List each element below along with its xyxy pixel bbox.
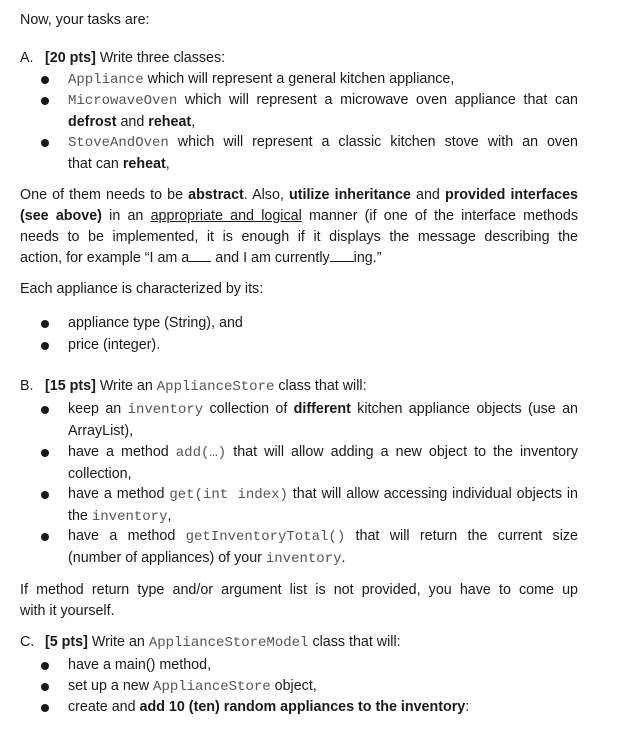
bullet-icon: [41, 139, 49, 147]
note-line-1: If method return type and/or argument list is not provided, you have to come up: [20, 582, 578, 598]
section-a-heading: [20, 50, 225, 66]
section-b-item-4-text-1: have a method: [68, 528, 186, 544]
section-a-item-2-and: and: [116, 114, 149, 130]
section-a-item-3-text-2: that can: [68, 156, 123, 172]
bullet-icon: [41, 683, 49, 691]
section-c-item-2-text-2: object,: [270, 678, 317, 694]
abstract-term: abstract: [188, 187, 244, 203]
section-b-item-4-period: .: [341, 550, 346, 566]
return-type-note: [20, 580, 578, 622]
section-a-item-1: [68, 69, 578, 91]
bullet-icon: [41, 320, 49, 328]
blank-line: [189, 249, 211, 262]
section-c-item-2: [68, 676, 578, 698]
code-getinventorytotal: getInventoryTotal(): [185, 529, 346, 545]
section-b-item-1-text-3: kitchen appliance objects (use an ArrayList),: [68, 401, 578, 439]
para1-line-3: needs to be implemented, it is enough if it displays the message describing the: [20, 229, 578, 245]
inheritance-term: utilize inheritance: [288, 187, 411, 203]
section-b-tail: class that will:: [274, 378, 367, 394]
code-inventory-2: inventory: [91, 509, 168, 525]
section-b-item-4: [68, 526, 578, 570]
defrost-term: defrost: [68, 114, 117, 130]
section-a-item-2-text: which will represent a microwave oven appliance that can: [177, 92, 578, 108]
code-appliancestoremodel: ApplianceStoreModel: [148, 635, 309, 651]
code-inventory-3: inventory: [265, 551, 342, 567]
section-a-lead: Write three classes:: [95, 50, 226, 66]
section-b-item-4-text-2: that will return the current size (number of appliances) of your: [68, 528, 578, 566]
code-appliance: Appliance: [68, 72, 144, 88]
section-c-item-1: have a main() method,: [68, 657, 212, 673]
characteristics-intro: Each appliance is characterized by its:: [20, 281, 264, 297]
bullet-icon: [41, 704, 49, 712]
bullet-icon: [41, 662, 49, 670]
section-b-item-1-text-2: collection of: [203, 401, 294, 417]
code-inventory: inventory: [127, 402, 204, 418]
code-appliancestore: ApplianceStore: [156, 379, 275, 395]
section-a-item-2-comma: ,: [191, 114, 196, 130]
section-b-item-3-text-2: that will allow accessing individual objects in the: [68, 486, 579, 524]
section-c-lead: Write an: [87, 634, 149, 650]
attribute-price: price (integer).: [68, 337, 161, 353]
bullet-icon: [41, 76, 49, 84]
reheat-term: reheat: [148, 114, 192, 130]
section-c-item-3-text-1: create and: [68, 699, 140, 715]
section-c-item-2-text-1: set up a new: [68, 678, 154, 694]
section-b-item-1-text-1: keep an: [68, 401, 128, 417]
bullet-icon: [41, 449, 49, 457]
para1-text-1: One of them needs to be: [20, 187, 189, 203]
section-b-item-1: [68, 399, 578, 442]
code-get: get(int index): [169, 487, 288, 503]
see-above-term: (see above): [20, 208, 102, 224]
attribute-type: appliance type (String), and: [68, 315, 243, 331]
section-b-lead: Write an: [95, 378, 157, 394]
para1-text-6: action, for example “I am a: [20, 250, 190, 266]
section-b-item-3-text-1: have a method: [68, 486, 170, 502]
interfaces-term: provided interfaces: [444, 187, 578, 203]
bullet-icon: [41, 406, 49, 414]
different-term: different: [293, 401, 351, 417]
section-a-item-3-comma: ,: [165, 156, 170, 172]
note-line-2: with it yourself.: [20, 603, 115, 619]
requirements-paragraph: [20, 185, 578, 269]
para1-text-5: manner (if one of the interface methods: [301, 208, 578, 224]
section-c-item-3: [68, 697, 578, 718]
bullet-icon: [41, 533, 49, 541]
code-appliancestore-2: ApplianceStore: [153, 679, 271, 695]
add-random-appliances-term: add 10 (ten) random appliances to the inventory: [139, 699, 466, 715]
section-b-item-2-text-2: that will allow adding a new object to the inventory collection,: [68, 444, 578, 482]
section-c-points: [5 pts]: [45, 634, 88, 650]
section-b-label: B.: [20, 378, 34, 394]
section-b-item-3: [68, 484, 578, 528]
section-b-item-2: [68, 442, 578, 485]
blank-line: [330, 249, 354, 262]
bullet-icon: [41, 491, 49, 499]
section-a-item-3-text: which will represent a classic kitchen stove with an oven: [168, 134, 578, 150]
intro-text: Now, your tasks are:: [20, 12, 150, 28]
para1-text-8: ing.”: [353, 250, 382, 266]
section-c-tail: class that will:: [308, 634, 401, 650]
code-add: add(…): [175, 445, 227, 461]
bullet-icon: [41, 97, 49, 105]
reheat-term-2: reheat: [122, 156, 166, 172]
code-stoveandoven: StoveAndOven: [68, 135, 169, 151]
section-b-item-2-text-1: have a method: [68, 444, 176, 460]
para1-text-4: in an: [101, 208, 151, 224]
para1-text-3: and: [410, 187, 445, 203]
bullet-icon: [41, 342, 49, 350]
section-b-heading: [20, 378, 367, 395]
section-c-item-3-colon: :: [465, 699, 470, 715]
section-a-item-3: [68, 132, 578, 175]
appropriate-logical-term: appropriate and logical: [150, 208, 302, 224]
section-a-points: [20 pts]: [45, 50, 96, 66]
section-a-item-1-text: which will represent a general kitchen appliance,: [143, 71, 455, 87]
section-c-label: C.: [20, 634, 35, 650]
section-c-heading: [20, 634, 401, 651]
para1-text-7: and I am currently: [211, 250, 330, 266]
section-a-label: A.: [20, 50, 34, 66]
section-b-item-3-comma: ,: [167, 508, 172, 524]
para1-text-2: . Also,: [243, 187, 289, 203]
section-a-item-2: [68, 90, 578, 133]
section-b-points: [15 pts]: [45, 378, 96, 394]
code-microwaveoven: MicrowaveOven: [68, 93, 178, 109]
